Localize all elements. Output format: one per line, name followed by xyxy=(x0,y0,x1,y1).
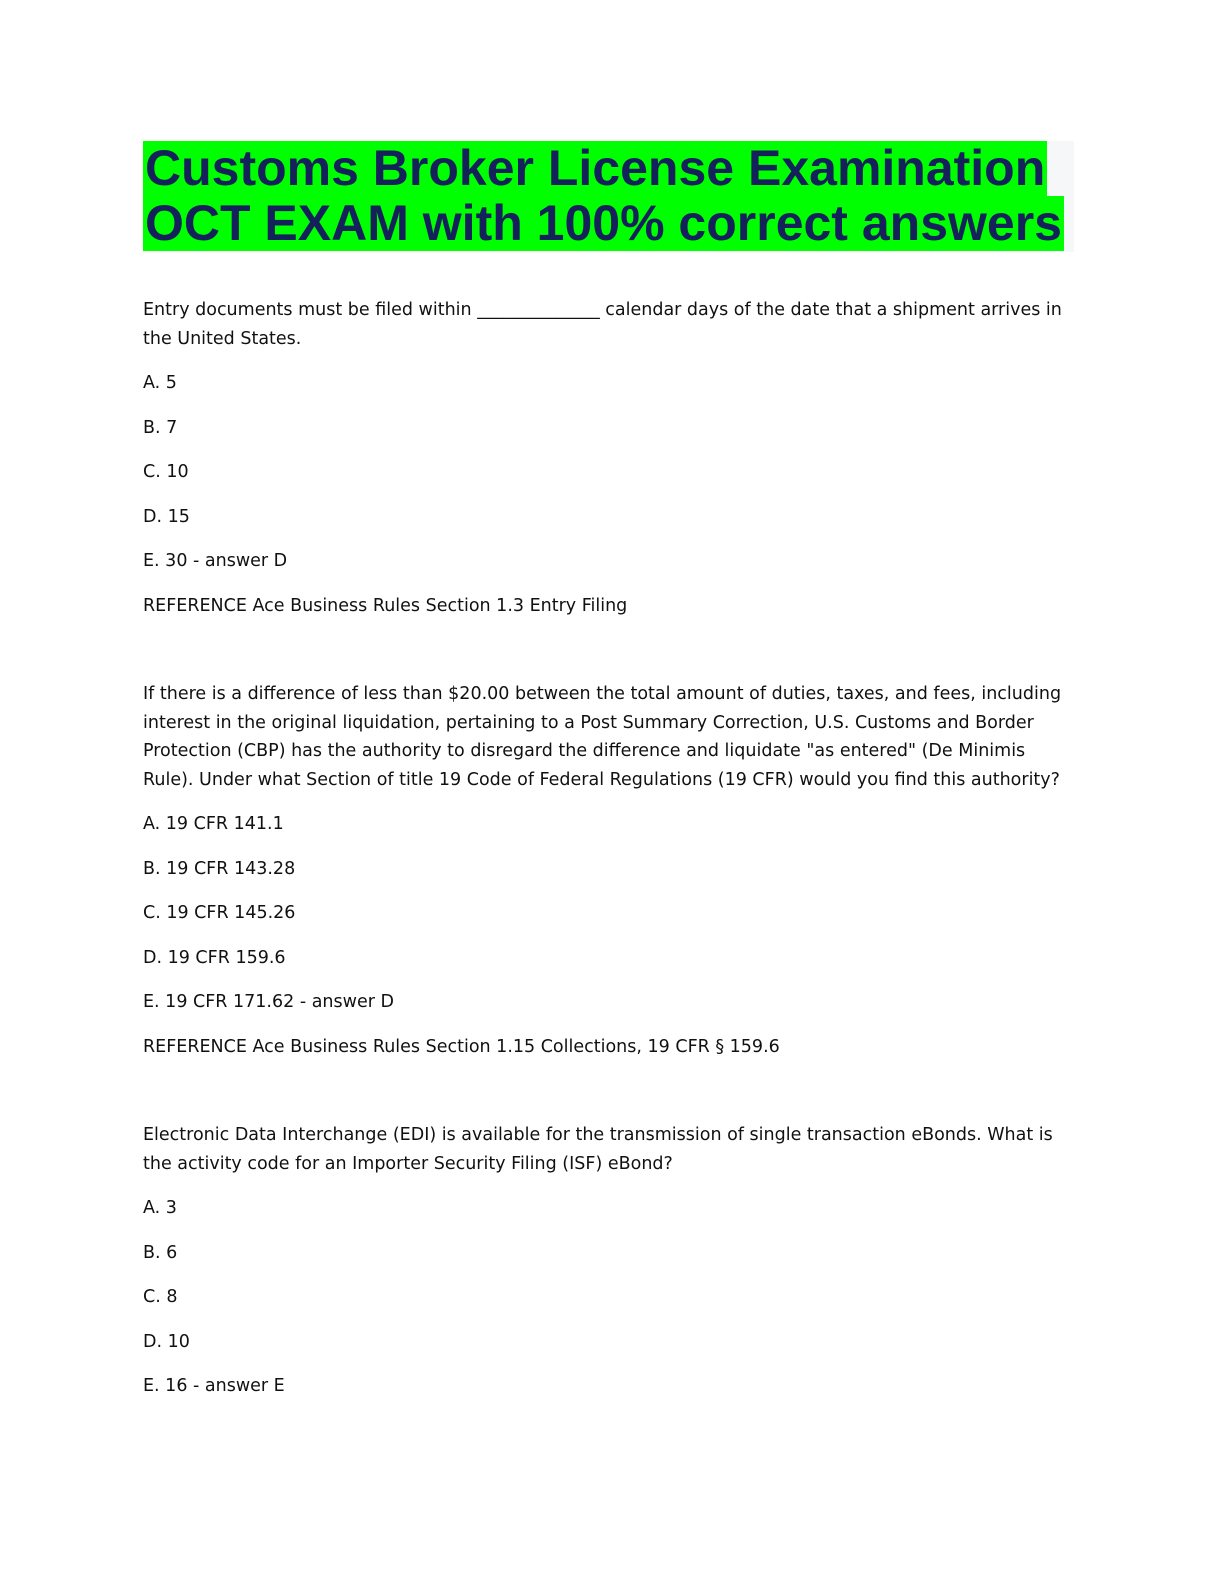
question-1-option-d: D. 15 xyxy=(143,506,190,527)
question-3-option-d: D. 10 xyxy=(143,1331,190,1352)
question-3-option-c: C. 8 xyxy=(143,1287,178,1307)
question-3-option-a: A. 3 xyxy=(143,1198,177,1218)
question-2-text: If there is a difference of less than $20.00 between the total amount of duties, taxes, and fees, including interest in the original liquidation, pertaining to a Post Summary Correction, U.S. Customs and Border Protection (CBP) has the authority to disregard the difference and liquidate "as entered" (De Minimis Rule). Under what Section of title 19 Code of Federal Regulations (19 CFR) would you find this authority? xyxy=(143,684,1062,790)
question-3-text: Electronic Data Interchange (EDI) is available for the transmission of single transaction eBonds. What is the activity code for an Importer Security Filing (ISF) eBond? xyxy=(143,1125,1053,1174)
question-1-text xyxy=(143,296,1073,353)
document-title-line-2: OCT EXAM with 100% correct answers xyxy=(145,195,1062,251)
question-2-option-a: A. 19 CFR 141.1 xyxy=(143,814,284,834)
title-block xyxy=(143,141,1074,252)
question-1-text-after: calendar days of the date that a shipment arrives in the United States. xyxy=(143,300,1062,349)
question-2-reference: REFERENCE Ace Business Rules Section 1.15 Collections, 19 CFR § 159.6 xyxy=(143,1036,780,1057)
question-3-option-b: B. 6 xyxy=(143,1242,178,1263)
question-2-option-b: B. 19 CFR 143.28 xyxy=(143,858,296,879)
question-2-option-c: C. 19 CFR 145.26 xyxy=(143,903,296,923)
question-2-option-d: D. 19 CFR 159.6 xyxy=(143,947,286,968)
question-1-option-c: C. 10 xyxy=(143,462,189,482)
question-2-option-e: E. 19 CFR 171.62 - answer D xyxy=(143,992,394,1012)
block-gap xyxy=(143,1077,1073,1121)
question-1-option-b: B. 7 xyxy=(143,417,178,438)
document-body xyxy=(143,296,1073,1417)
question-1-option-a: A. 5 xyxy=(143,373,177,393)
document-title-line-1: Customs Broker License Examination xyxy=(145,140,1046,196)
question-1-blank: ______________ xyxy=(477,300,600,320)
question-1-option-e: E. 30 - answer D xyxy=(143,551,288,571)
question-3-option-e: E. 16 - answer E xyxy=(143,1376,285,1396)
block-gap xyxy=(143,636,1073,680)
question-1-reference: REFERENCE Ace Business Rules Section 1.3 Entry Filing xyxy=(143,595,628,616)
question-1-text-before: Entry documents must be filed within xyxy=(143,300,472,320)
